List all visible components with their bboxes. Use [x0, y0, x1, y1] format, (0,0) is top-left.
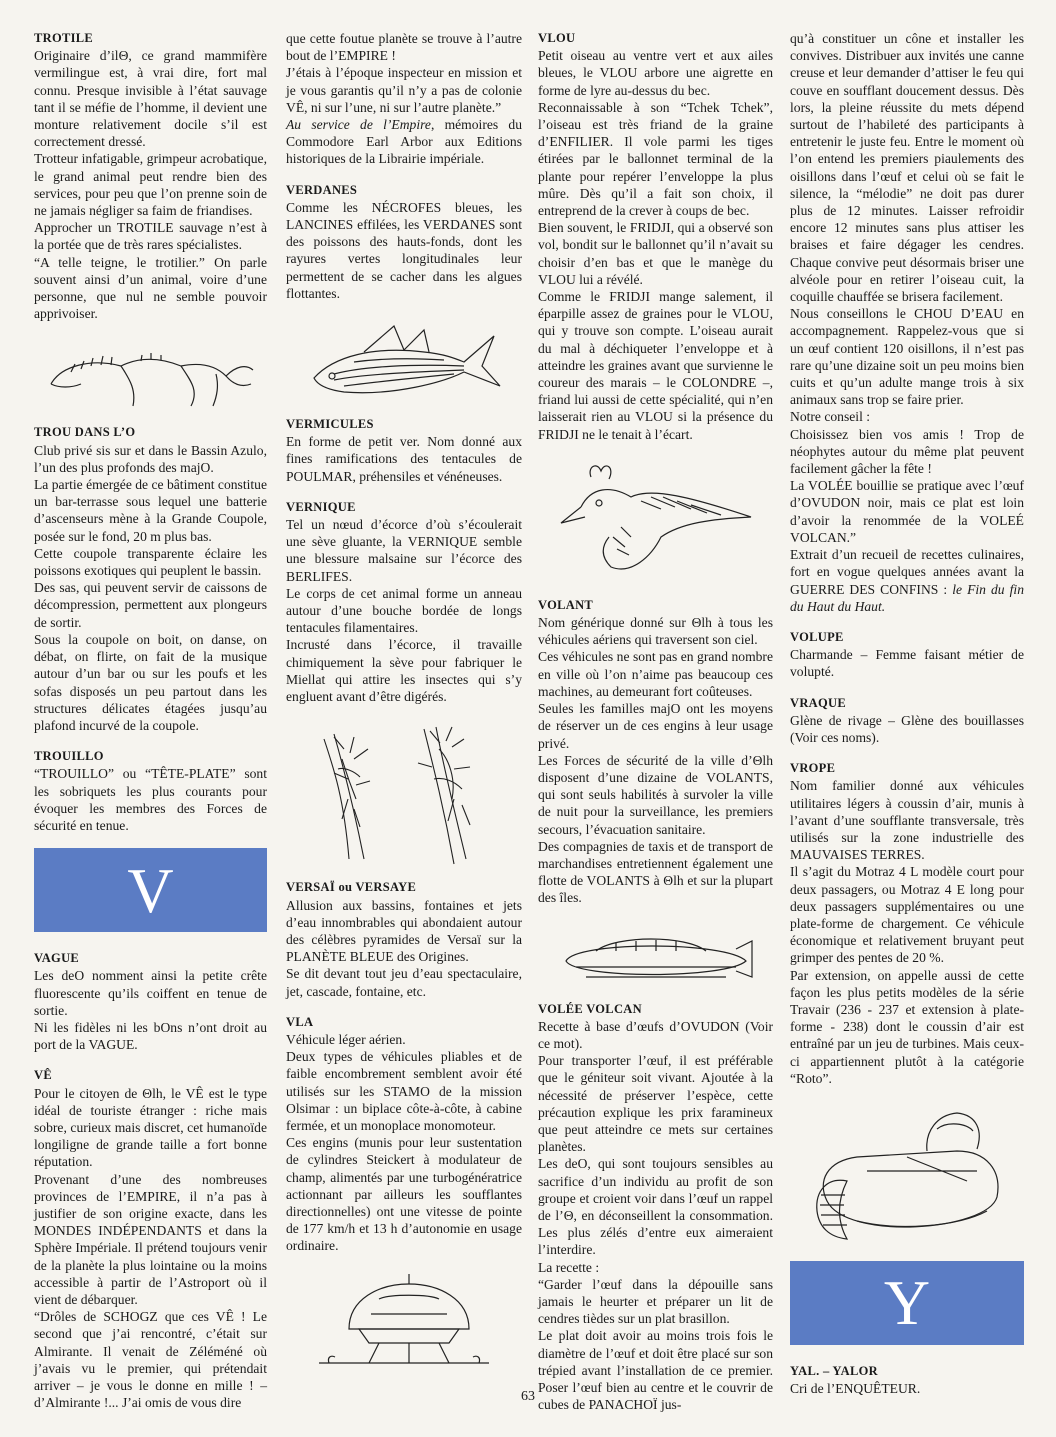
paragraph: Le corps de cet animal forme un anneau autour d’une bouche bordée de longs tentacules filamentaires.	[286, 585, 522, 636]
paragraph: Tel un nœud d’écorce d’où s’écoulerait une sève gluante, la VERNIQUE semble une blessure malsaine sur l’écorce des BERLIFES.	[286, 517, 522, 584]
headword: VRAQUE	[790, 695, 846, 710]
paragraph: Sous la coupole on boit, on danse, on débat, on flirte, on fait de la musique autour d’un bar ou sur les poufs et les sofas disposés un peu partout dans les structures délicates étagées jusqu’au plafond incurvé de la coupole.	[34, 631, 267, 733]
column-2	[286, 30, 522, 1379]
paragraph: Charmande – Femme faisant métier de volupté.	[790, 647, 1024, 680]
paragraph: Allusion aux bassins, fontaines et jets d’eau innombrables qui abondaient autour des célèbres pyramides de Versaï sur la PLANÈTE BLEUE des Origines.	[286, 897, 522, 965]
paragraph: Approcher un TROTILE sauvage n’est à la portée que de très rares spécialistes.	[34, 220, 267, 253]
paragraph: Notre conseil :	[790, 409, 871, 425]
paragraph: Nous conseillons le CHOU D’EAU en accompagnement. Rappelez-vous que si un œuf contient 120 oisillons, il n’est pas rare qu’une dizaine soit un peu moins bien cuits et qu’un adulte mange trois à six animaux sans trop se faire prier.	[790, 306, 1024, 408]
headword: VERNIQUE	[286, 499, 356, 514]
headword: VERSAÏ ou VERSAYE	[286, 880, 417, 895]
paragraph: Seules les familles majO ont les moyens de réserver un de ces engins à leur usage privé.	[538, 701, 773, 751]
verdanes-fish-illustration	[304, 316, 504, 406]
entry-vraque	[790, 695, 1024, 747]
paragraph: Originaire d’ilΘ, ce grand mammifère vermilingue est, à vrai dire, fort mal connu. Presque invisible à l’état sauvage tant il se méfie de l’homme, il devient une monture relativement docile s’il est correctement dressé.	[34, 48, 267, 150]
source-citation	[286, 116, 522, 168]
headword: VLA	[286, 1014, 314, 1029]
entry-volee-volcan	[538, 1001, 773, 1414]
paragraph: Les deO nomment ainsi la petite crête fluorescente qu’ils coiffent en tenue de sortie.	[34, 968, 267, 1018]
headword: YAL. – YALOR	[790, 1363, 878, 1378]
column-4	[790, 30, 1024, 1411]
paragraph: La partie émergée de ce bâtiment constitue un bar-terrasse sous lequel une batterie d’ascenseurs mène à la Grande Coupole, posée sur le fond, 20 m plus bas.	[34, 477, 267, 544]
paragraph: Comme le FRIDJI mange salement, il éparpille assez de graines pour le VLOU, qui y trouve son compte. L’oiseau aurait du mal à déchiqueter l’enveloppe et à atteindre les graines avant que survienne le coureur des marais – le COLONDRE –, friand lui aussi de cette spécialité, qui n’en laisserait rien au VLOU si la présence du FRIDJI ne le tenait à l’écart.	[538, 289, 773, 442]
paragraph: Il s’agit du Motraz 4 L modèle court pour deux passagers, ou Motraz 4 E long pour deux passagers supplémentaires ou une plate-forme de chargement. Ce véhicule économique et relativement bruyant peut grimper des pentes de 20 %.	[790, 864, 1024, 966]
headword: VOLANT	[538, 597, 594, 612]
source-rest: , mémoires du Commodore Earl Arbor aux Editions historiques de la Librairie impériale.	[286, 117, 522, 167]
column-1	[34, 30, 267, 1425]
paragraph: Les deO, qui sont toujours sensibles au sacrifice d’un individu au profit de son groupe et croient voir dans l’œuf un rappel de l’Θ, en déconseillent la consommation. Les plus zélés d’entre eux aimeraient l’interdire.	[538, 1156, 773, 1258]
paragraph: Des compagnies de taxis et de transport de marchandises entretiennent également une flotte de VOLANTS à Θlh et sur la plupart des îles.	[538, 838, 773, 906]
paragraph: Petit oiseau au ventre vert et aux ailes bleues, le VLOU arbore une aigrette en forme de lyre au-dessus du bec.	[538, 48, 773, 98]
headword: TROTILE	[34, 31, 94, 45]
vlou-bird-illustration	[551, 457, 761, 587]
column-3	[538, 30, 773, 1427]
entry-volant	[538, 597, 773, 907]
headword: VLOU	[538, 31, 576, 45]
headword: VROPE	[790, 761, 836, 776]
paragraph: J’étais à l’époque inspecteur en mission et je vous garantis qu’il n’y a pas de colonie VÊ, ni sur l’une, ni sur l’autre planète.”	[286, 65, 522, 115]
section-letter-v: V	[34, 848, 267, 932]
paragraph: Cri de l’ENQUÊTEUR.	[790, 1381, 921, 1397]
entry-vlou	[538, 30, 773, 443]
headword: VÊ	[34, 1068, 52, 1083]
page-number: 63	[521, 1389, 535, 1404]
volant-vehicle-illustration	[556, 921, 756, 991]
paragraph: En forme de petit ver. Nom donné aux fines ramifications des tentacules de POULMAR, préhensiles et vénéneuses.	[286, 434, 522, 484]
paragraph: Ces engins (munis pour leur sustentation de cylindres Steickert à modulateur de champ, alimentés par une turbogénératrice actionnant par ailleurs les soufflantes directionnelles) ont une vitesse de pointe de 177 km/h et 13 h d’autonomie en usage ordinaire.	[286, 1135, 522, 1254]
paragraph: Pour le citoyen de Θlh, le VÊ est le type idéal de touriste étranger : riche mais sobre, curieux mais discret, cet humanoïde longiligne de grande taille a fort bonne réputation.	[34, 1085, 267, 1170]
entry-ve-continued	[286, 30, 522, 168]
paragraph: Véhicule léger aérien.	[286, 1031, 406, 1047]
paragraph: Reconnaissable à son “Tchek Tchek”, l’oiseau est très friand de la graine d’ENFILIER. Il vole parmi les tiges étirées par le ballonnet terminal de la plante pour repérer l’enveloppe la plus mûre. Dès qu’il a fait son choix, il entreprend de la crever à coups de bec.	[538, 99, 773, 219]
headword: VOLUPE	[790, 629, 844, 644]
paragraph: “TROUILLO” ou “TÊTE-PLATE” sont les sobriquets les plus courants pour évoquer les membres des Forces de sécurité en tenue.	[34, 766, 267, 833]
extract-title: le Fin du fin du Haut du Haut.	[790, 581, 1025, 614]
vla-vehicle-illustration	[309, 1269, 499, 1369]
entry-trouillo	[34, 748, 267, 834]
paragraph: “A telle teigne, le trotilier.” On parle souvent ainsi d’un animal, voire d’une personne, que nul ne semble pouvoir apprivoiser.	[34, 254, 267, 322]
entry-verdanes	[286, 182, 522, 302]
paragraph: Incrusté dans l’écorce, il travaille chimiquement la sève pour fabriquer le Miellat qui attire les insectes qui s’y engluent avant d’être digérés.	[286, 637, 522, 705]
entry-vla	[286, 1014, 522, 1255]
vernique-illustration	[304, 719, 504, 869]
paragraph: Se dit devant tout jeu d’eau spectaculaire, jet, cascade, fontaine, etc.	[286, 966, 522, 999]
entry-trou-dans-lo	[34, 424, 267, 734]
paragraph: Pour transporter l’œuf, il est préférable que le géniteur soit vivant. Ajoutée à la nécessité de préserver l’espèce, cette précaution explique les prix faramineux que peut atteindre ce mets sur certaines planètes.	[538, 1053, 773, 1155]
source-title: Au service de l’Empire	[286, 117, 431, 133]
recipe-source	[790, 546, 1024, 615]
paragraph: La recette :	[538, 1259, 600, 1275]
paragraph: Ces véhicules ne sont pas en grand nombre en ville où l’on n’aime pas beaucoup ces machines, au demeurant fort coûteuses.	[538, 649, 773, 699]
trotile-illustration	[41, 336, 261, 414]
section-letter-y: Y	[790, 1261, 1024, 1345]
paragraph: “Drôles de SCHOGZ que ces VÊ ! Le second que j’ai rencontré, c’était sur Almirante. Il venait de Zéléméné où j’avais vu le premier, qui prétendait arriver – je vous le donne en mille ! – d’Almirante !... J’ai omis de vous dire	[34, 1309, 267, 1411]
paragraph: “Garder l’œuf dans la dépouille sans jamais le heurter et préparer un lit de cendres tièdes sur un plat brasillon.	[538, 1276, 773, 1327]
paragraph: qu’à constituer un cône et installer les convives. Distribuer aux invités une canne creuse et leur demander d’attiser le feu qui couve en soufflant doucement dessus. Dès lors, la pleine réussite du mets dépend surtout de l’habileté des participants à entretenir le juste feu. Entre le moment où l’on entend les premiers piaulements des oisillons dans l’œuf et celui où se fait le silence, la “mélodie” ne doit pas durer plus de 12 minutes. Laisser refroidir encore 12 minutes sans plus attiser les braises et faire dégager les cendres. Chaque convive peut désormais briser une alvéole pour en retirer l’oiseau cuit, la coquille chauffée se brisera facilement.	[790, 31, 1024, 305]
paragraph: que cette foutue planète se trouve à l’autre bout de l’EMPIRE !	[286, 31, 522, 64]
paragraph: Des sas, qui peuvent servir de caissons de décompression, permettent aux plongeurs de sortir.	[34, 580, 267, 630]
paragraph: Deux types de véhicules pliables et de faible encombrement semblent avoir été utilisés sur les STAMO de la mission Olsimar : un biplace côte-à-côte, à cabine fermée, et un monoplace monomoteur.	[286, 1049, 522, 1133]
headword: TROU DANS L’O	[34, 425, 136, 440]
paragraph: Glène de rivage – Glène des bouillasses (Voir ces noms).	[790, 712, 1024, 745]
entry-vernique	[286, 499, 522, 705]
paragraph: La VOLÉE bouillie se pratique avec l’œuf d’OVUDON noir, mais ce plat est loin d’avoir la renommée de la VOLEÉ VOLCAN.”	[790, 478, 1024, 545]
paragraph: Le plat doit avoir au moins trois fois le diamètre de l’œuf et doit être placé sur son trépied avant l’installation de ce premier. Poser l’œuf bien au centre et le couvrir de cubes de PANACHOÏ jus-	[538, 1328, 773, 1413]
paragraph: Cette coupole transparente éclaire les poissons exotiques qui peuplent le bassin.	[34, 545, 267, 579]
paragraph: Nom familier donné aux véhicules utilitaires légers à coussin d’air, munis à l’avant d’une soufflante transversale, très utilisés sur la zone industrielle des MAUVAISES TERRES.	[790, 778, 1024, 863]
entry-vague	[34, 950, 267, 1053]
entry-volee-continued	[790, 30, 1024, 615]
entry-trotile	[34, 30, 267, 322]
paragraph: Les Forces de sécurité de la ville d’Θlh disposent d’une dizaine de VOLANTS, qui sont seuls habilités à survoler la ville de nuit pour la surveillance, les premiers secours, l’évacuation sanitaire.	[538, 752, 773, 837]
paragraph: Club privé sis sur et dans le Bassin Azulo, l’un des plus profonds des majO.	[34, 442, 267, 475]
headword: VERMICULES	[286, 417, 374, 432]
paragraph: Recette à base d’œufs d’OVUDON (Voir ce mot).	[538, 1018, 773, 1051]
paragraph: Par extension, on appelle aussi de cette façon les plus petits modèles de la série Travair (236 - 237 et extension à plate-forme - 238) dont le coussin d’air est entraîné par un jeu de turbines. Mais ceux-ci appartiennent plutôt à la catégorie “Roto”.	[790, 967, 1024, 1086]
headword: VERDANES	[286, 182, 358, 197]
vrope-vehicle-illustration	[807, 1101, 1007, 1251]
headword: VOLÉE VOLCAN	[538, 1001, 642, 1016]
entry-vrope	[790, 760, 1024, 1087]
paragraph: Provenant d’une des nombreuses provinces de l’EMPIRE, il n’a pas à justifier de son origine exacte, dans les MONDES INDÉPENDANTS et dans la Sphère Impériale. Il prétend toujours venir de la planète la plus lointaine ou la moins accessible à partir de l’Astroport où il vient de débarquer.	[34, 1171, 267, 1307]
headword: TROUILLO	[34, 749, 104, 764]
extract-text: Extrait d’un recueil de recettes culinaires, fort en vogue quelques années avant la GUERRE DES CONFINS :	[790, 547, 1024, 597]
paragraph: Comme les NÉCROFES bleues, les LANCINES effilées, les VERDANES sont des poissons des hauts-fonds, dont les rayures vertes longitudinales leur permettent de se cacher dans les algues flottantes.	[286, 199, 522, 301]
entry-vermicules	[286, 416, 522, 485]
paragraph: Choisissez bien vos amis ! Trop de néophytes autour du même plat peuvent facilement gâcher la fête !	[790, 426, 1024, 477]
entry-ve	[34, 1067, 267, 1411]
paragraph: Trotteur infatigable, grimpeur acrobatique, le grand animal peut rendre bien des services, pour peu que l’on prenne soin de ne jamais négliger sa faim de friandises.	[34, 151, 267, 219]
paragraph: Nom générique donné sur Θlh à tous les véhicules aériens qui traversent son ciel.	[538, 615, 773, 648]
paragraph: Ni les fidèles ni les bOns n’ont droit au port de la VAGUE.	[34, 1019, 267, 1053]
entry-versai	[286, 879, 522, 999]
paragraph: Bien souvent, le FRIDJI, qui a observé son vol, bondit sur le ballonnet qu’il n’avait su choisir d’en bas et que le manège du VLOU lui a révélé.	[538, 220, 773, 287]
entry-volupe	[790, 629, 1024, 681]
headword: VAGUE	[34, 951, 80, 966]
